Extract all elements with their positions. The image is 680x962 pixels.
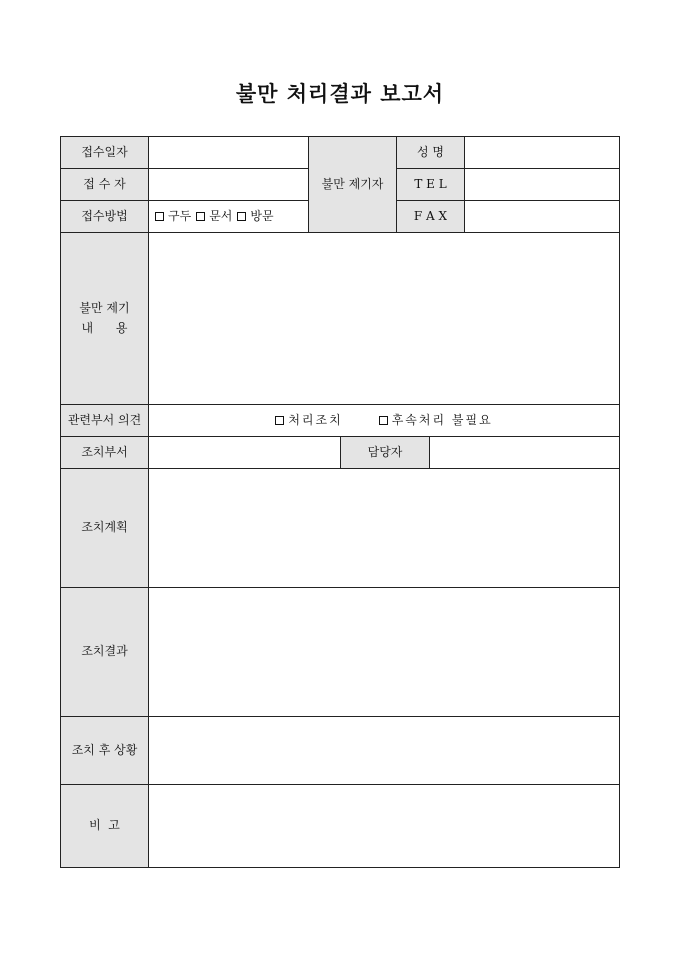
receipt-method-option[interactable]: 방문 <box>237 207 273 226</box>
action-dept-label: 조치부서 <box>60 436 149 469</box>
tel-field[interactable] <box>464 168 620 201</box>
complaint-content-field[interactable] <box>148 232 620 405</box>
receipt-date-field[interactable] <box>148 136 309 169</box>
name-label: 성 명 <box>396 136 465 169</box>
opinion-option-no-followup[interactable]: 후속처리 불필요 <box>379 411 493 430</box>
action-plan-label: 조치계획 <box>60 468 149 588</box>
action-result-field[interactable] <box>148 587 620 717</box>
remarks-label: 비 고 <box>60 784 149 868</box>
action-dept-field[interactable] <box>148 436 341 469</box>
receipt-method-label: 접수방법 <box>60 200 149 233</box>
checkbox-icon <box>379 416 388 425</box>
dept-opinion-options <box>148 404 620 437</box>
page-title: 불만 처리결과 보고서 <box>235 81 445 106</box>
remarks-field[interactable] <box>148 784 620 868</box>
receipt-method-option[interactable]: 문서 <box>196 207 232 226</box>
receipt-method-options <box>148 200 309 233</box>
post-action-status-label: 조치 후 상황 <box>60 716 149 785</box>
action-result-label: 조치결과 <box>60 587 149 717</box>
report-form <box>60 136 620 868</box>
checkbox-icon <box>237 212 246 221</box>
receiver-label: 접 수 자 <box>60 168 149 201</box>
post-action-status-field[interactable] <box>148 716 620 785</box>
complainant-label: 불만 제기자 <box>308 136 397 233</box>
tel-label: T E L <box>396 168 465 201</box>
dept-opinion-label: 관련부서 의견 <box>60 404 149 437</box>
name-field[interactable] <box>464 136 620 169</box>
receipt-method-option[interactable]: 구두 <box>155 207 191 226</box>
complaint-content-label: 불만 제기 내 용 <box>60 232 149 405</box>
person-in-charge-label: 담당자 <box>340 436 430 469</box>
checkbox-icon <box>275 416 284 425</box>
action-plan-field[interactable] <box>148 468 620 588</box>
fax-field[interactable] <box>464 200 620 233</box>
fax-label: F A X <box>396 200 465 233</box>
checkbox-icon <box>196 212 205 221</box>
opinion-option-action[interactable]: 처리조치 <box>275 411 342 430</box>
receipt-date-label: 접수일자 <box>60 136 149 169</box>
checkbox-icon <box>155 212 164 221</box>
receiver-field[interactable] <box>148 168 309 201</box>
person-in-charge-field[interactable] <box>429 436 620 469</box>
